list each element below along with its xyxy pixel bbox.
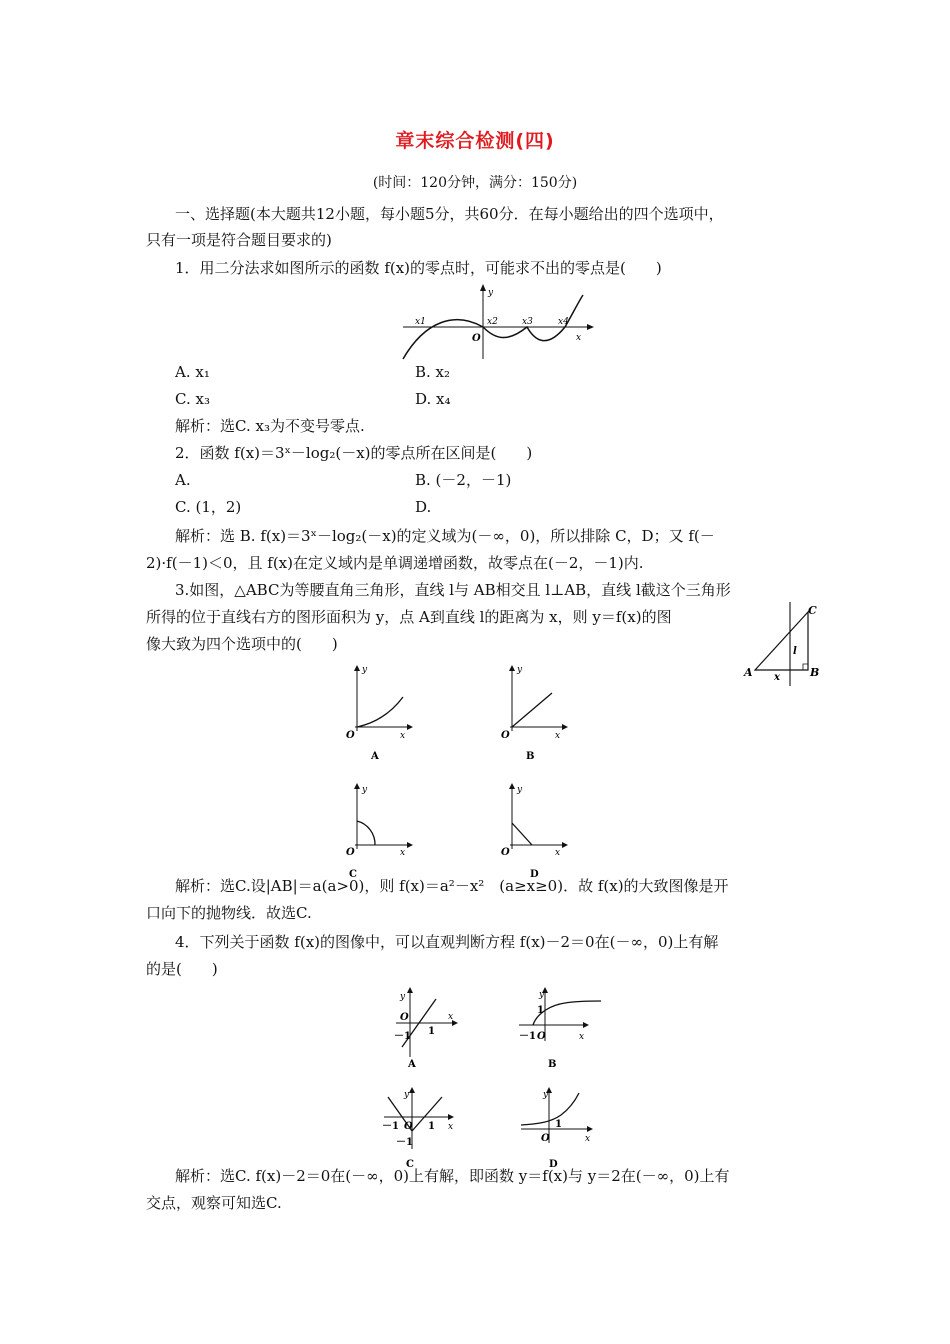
- q3-stem-line2: 所得的位于直线右方的图形面积为 y，点 A到直线 l的距离为 x，则 y＝f(x)的图: [146, 608, 672, 626]
- q4d-x-label: x: [585, 1134, 591, 1144]
- q1-option-c: C. x₃: [175, 390, 210, 408]
- q1-answer: 解析：选C. x₃为不变号零点.: [175, 417, 365, 435]
- q3a-origin: O: [346, 730, 355, 741]
- q3-tri-l: l: [793, 646, 797, 657]
- q1-option-a: A. x₁: [175, 363, 210, 381]
- q3a-y-label: y: [362, 665, 368, 675]
- q3-tri-a: A: [744, 666, 753, 679]
- q3b-caption: B: [526, 751, 535, 762]
- q3-tri-c: C: [808, 604, 817, 617]
- q4-graph-c: [380, 1087, 460, 1172]
- q3-tri-x: x: [774, 672, 780, 683]
- q4b-origin: O: [537, 1031, 546, 1042]
- q3-tri-b: B: [810, 666, 820, 679]
- q4c-tick-neg-one: －1: [382, 1121, 399, 1132]
- q3d-x-label: x: [555, 848, 561, 858]
- q4b-y-label: y: [539, 990, 545, 1000]
- q4c-caption: C: [406, 1159, 414, 1170]
- q2-option-b: B. (－2，－1): [415, 471, 512, 489]
- q4c-y-label: y: [404, 1090, 410, 1100]
- q4d-origin: O: [541, 1133, 550, 1144]
- q4a-y-label: y: [400, 992, 406, 1002]
- q4-graph-d: [515, 1087, 605, 1172]
- q4-stem-line2: 的是( ): [146, 960, 218, 978]
- q4b-tick-one: 1: [537, 1005, 544, 1016]
- q2-answer-line1: 解析：选 B. f(x)＝3ˣ－log₂(－x)的定义域为(－∞，0)，所以排除 C，D；又 f(－: [175, 527, 715, 545]
- q4c-x-label: x: [448, 1122, 454, 1132]
- q1-label-x3: x3: [522, 317, 533, 327]
- q3-triangle: [755, 612, 808, 670]
- q4b-caption: B: [548, 1059, 557, 1070]
- q4a-x-label: x: [448, 1012, 454, 1022]
- q3-graph-c: [345, 783, 415, 883]
- q3-graph-a: [345, 663, 415, 763]
- q4a-origin: O: [400, 1012, 409, 1023]
- q4d-y-label: y: [543, 1090, 549, 1100]
- q3d-origin: O: [501, 847, 510, 858]
- q3-answer-line2: 口向下的抛物线．故选C.: [146, 904, 312, 922]
- q4-answer-line1: 解析：选C. f(x)－2＝0在(－∞，0)上有解，即函数 y＝f(x)与 y＝2在(－∞，0)上有: [175, 1167, 730, 1185]
- q4a-tick-neg-one: －1: [394, 1031, 411, 1042]
- q4-graph-a: [390, 985, 465, 1070]
- q3b-x-label: x: [555, 731, 561, 741]
- q4a-caption: A: [408, 1059, 416, 1070]
- q4c-tick-one: 1: [428, 1121, 435, 1132]
- q3-stem-line1: 3.如图，△ABC为等腰直角三角形，直线 l与 AB相交且 l⊥AB，直线 l截这个三角形: [175, 581, 731, 599]
- q1-option-d: D. x₄: [415, 390, 451, 408]
- q3-answer-line1: 解析：选C.设|AB|＝a(a>0)，则 f(x)＝a²－x² (a≥x≥0)．故 f(x)的大致图像是开: [175, 877, 729, 895]
- q3-triangle-figure: [740, 598, 825, 688]
- q1-x-label: x: [576, 333, 582, 343]
- q3c-y-label: y: [362, 785, 368, 795]
- q4-stem-line1: 4．下列关于函数 f(x)的图像中，可以直观判断方程 f(x)－2＝0在(－∞，0)上有解: [175, 933, 719, 951]
- q3-graph-d: [500, 783, 570, 883]
- q3c-x-label: x: [400, 848, 406, 858]
- q4-graph-b: [515, 985, 610, 1070]
- q2-stem: 2．函数 f(x)＝3ˣ－log₂(－x)的零点所在区间是( ): [175, 444, 533, 462]
- exam-info: (时间：120分钟，满分：150分): [372, 175, 578, 191]
- q4a-tick-one: 1: [428, 1026, 435, 1037]
- q4c-tick-neg-one-y: －1: [396, 1137, 413, 1148]
- section-intro-line2: 只有一项是符合题目要求的): [146, 231, 332, 249]
- q1-stem: 1．用二分法求如图所示的函数 f(x)的零点时，可能求不出的零点是( ): [175, 259, 662, 277]
- q1-label-x1: x1: [415, 317, 426, 327]
- q2-option-d: D.: [415, 498, 432, 516]
- q1-label-x4: x4: [558, 317, 569, 327]
- q2-option-c: C. (1，2): [175, 498, 242, 516]
- q3-stem-line3: 像大致为四个选项中的( ): [146, 635, 338, 653]
- q3d-y-label: y: [517, 785, 523, 795]
- q3-graph-b: [500, 663, 570, 763]
- page-title: 章末综合检测(四): [395, 130, 555, 152]
- q4d-tick-one: 1: [555, 1119, 562, 1130]
- section-intro-line1: 一、选择题(本大题共12小题，每小题5分，共60分．在每小题给出的四个选项中，: [175, 205, 724, 223]
- q4-answer-line2: 交点，观察可知选C.: [146, 1194, 282, 1212]
- q3b-origin: O: [501, 730, 510, 741]
- q3a-caption: A: [371, 751, 379, 762]
- q4b-tick-neg-one: －1: [519, 1031, 536, 1042]
- q3a-x-label: x: [400, 731, 406, 741]
- q2-answer-line2: 2)·f(－1)＜0，且 f(x)在定义域内是单调递增函数，故零点在(－2，－1)内.: [146, 554, 644, 572]
- q1-y-label: y: [488, 288, 494, 298]
- q4d-caption: D: [549, 1159, 558, 1170]
- q1-origin: O: [472, 333, 481, 344]
- q2-option-a: A.: [175, 471, 191, 489]
- q1-option-b: B. x₂: [415, 363, 451, 381]
- q1-label-x2: x2: [487, 317, 498, 327]
- q3c-origin: O: [346, 847, 355, 858]
- q1-function-graph: [395, 283, 595, 363]
- q4b-x-label: x: [579, 1032, 585, 1042]
- q3b-y-label: y: [517, 665, 523, 675]
- q3d-caption: D: [530, 869, 539, 880]
- q4c-origin: O: [404, 1121, 413, 1132]
- q3c-caption: C: [349, 869, 357, 880]
